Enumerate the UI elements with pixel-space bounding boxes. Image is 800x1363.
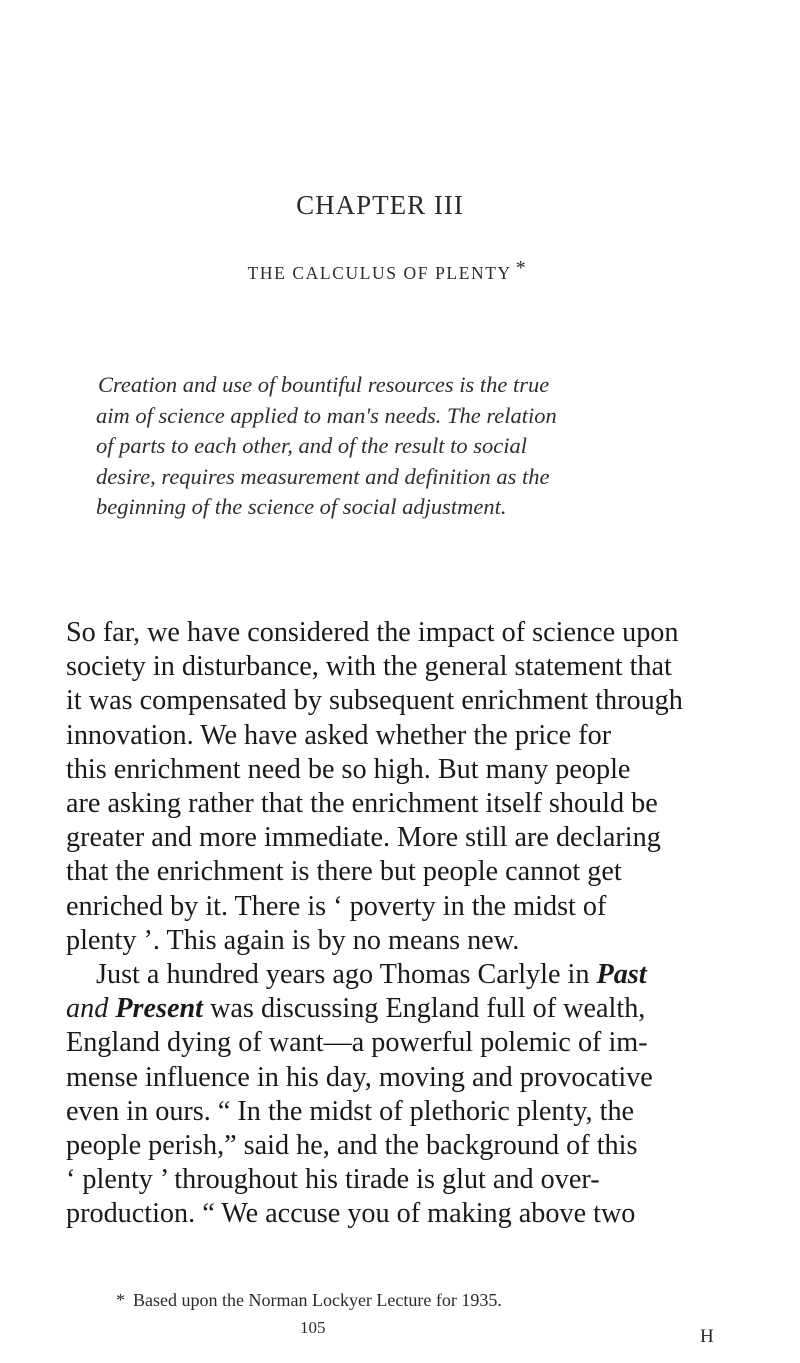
chapter-subtitle: [0, 257, 775, 284]
body-line: greater and more immediate. More still are declaring: [66, 822, 661, 854]
book-title-emphasis: Past: [596, 959, 647, 991]
body-line: this enrichment need be so high. But many people: [66, 753, 631, 785]
epigraph-line: of parts to each other, and of the result to social: [96, 433, 528, 458]
body-text: [66, 616, 756, 1232]
footnote: [116, 1290, 756, 1311]
epigraph-line: Creation and use of bountiful resources is the true: [98, 372, 550, 397]
epigraph-line: beginning of the science of social adjustment.: [96, 494, 507, 519]
page-number: 105: [300, 1318, 326, 1337]
body-line: even in ours. “ In the midst of plethoric plenty, the: [66, 1095, 635, 1127]
body-line: England dying of want—a powerful polemic of im-: [66, 1027, 648, 1059]
body-line: plenty ’. This again is by no means new.: [66, 924, 520, 956]
body-line: Just a hundred years ago Thomas Carlyle in Past: [96, 959, 647, 991]
body-line: production. “ We accuse you of making above two: [66, 1198, 636, 1230]
footnote-mark: *: [116, 1290, 125, 1310]
body-line: that the enrichment is there but people cannot get: [66, 856, 622, 888]
chapter-title: CHAPTER III: [296, 190, 464, 220]
body-line: ‘ plenty ’ throughout his tirade is glut and over-: [66, 1164, 600, 1196]
body-line: enriched by it. There is ‘ poverty in the midst of: [66, 890, 607, 922]
footnote-reference-mark: *: [515, 257, 528, 279]
signature-mark: H: [700, 1326, 714, 1347]
body-line: So far, we have considered the impact of science upon: [66, 617, 679, 648]
book-title-emphasis: and Present: [66, 993, 204, 1025]
body-line: society in disturbance, with the general statement that: [66, 651, 672, 683]
body-line: mense influence in his day, moving and provocative: [66, 1061, 653, 1093]
body-line: it was compensated by subsequent enrichment through: [66, 685, 683, 717]
footnote-text: Based upon the Norman Lockyer Lecture for 1935.: [133, 1290, 502, 1310]
body-line: innovation. We have asked whether the price for: [66, 719, 612, 751]
chapter-subtitle-text: THE CALCULUS OF PLENTY: [247, 263, 512, 283]
body-line: people perish,” said he, and the background of this: [66, 1130, 638, 1162]
body-line: and Present was discussing England full of wealth,: [66, 993, 646, 1025]
body-line: are asking rather that the enrichment itself should be: [66, 788, 658, 820]
chapter-epigraph: [96, 370, 756, 523]
epigraph-line: aim of science applied to man's needs. The relation: [96, 402, 557, 428]
epigraph-line: desire, requires measurement and definition as the: [96, 463, 550, 489]
